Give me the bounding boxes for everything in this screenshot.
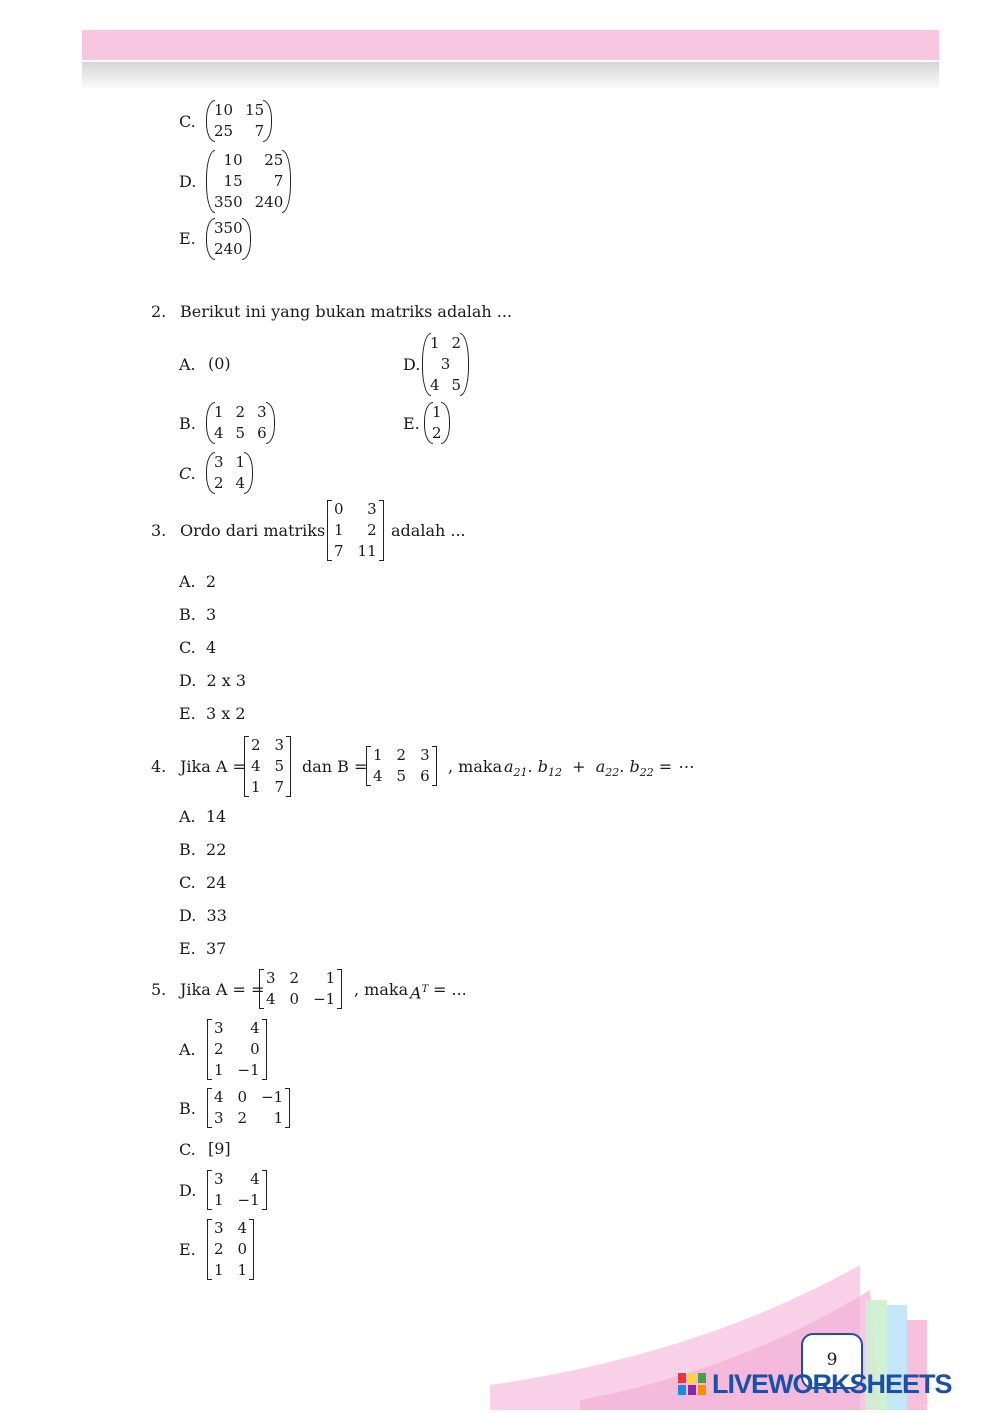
matrix-q5 — [259, 968, 342, 1010]
cell: 6 — [257, 424, 267, 442]
cell: 1 — [214, 403, 224, 421]
option-item[interactable] — [179, 873, 227, 906]
option-label: D. — [403, 355, 421, 374]
cell: 1 — [237, 1261, 248, 1279]
cell: 3 — [257, 403, 267, 421]
question-text: Jika A = — [180, 757, 246, 776]
option-item[interactable] — [179, 939, 227, 972]
cell: 7 — [273, 172, 284, 190]
cell: 25 — [214, 122, 234, 140]
cell: 4 — [235, 474, 246, 492]
option-label: E. — [403, 414, 420, 433]
cell: 4 — [214, 424, 224, 442]
option-label: C. — [179, 1140, 196, 1159]
matrix-q3 — [327, 499, 384, 562]
matrix-q2-d — [424, 333, 467, 396]
question-number: 4. — [151, 757, 167, 776]
option-item[interactable] — [179, 840, 227, 873]
cell: 10 — [214, 101, 234, 119]
page-number: 9 — [826, 1350, 838, 1370]
cell: 3 — [214, 1219, 224, 1237]
cell: 3 — [214, 1019, 224, 1037]
option-label: B. — [179, 840, 196, 859]
cell: 0 — [237, 1088, 248, 1106]
header-pink-band — [82, 30, 939, 60]
brand-logo-icon — [678, 1373, 708, 1397]
cell: 3 — [274, 736, 285, 754]
question-number: 2. — [151, 302, 167, 321]
option-label: C. — [179, 638, 196, 657]
question-text: adalah ... — [391, 521, 466, 540]
option-value: [9] — [208, 1139, 231, 1158]
cell: 0 — [334, 500, 344, 518]
cell: 5 — [274, 757, 285, 775]
cell: 4 — [373, 767, 383, 785]
cell: 2 — [367, 521, 377, 539]
cell: 4 — [214, 1088, 224, 1106]
matrix-q4-a — [244, 735, 291, 798]
option-label: A. — [179, 807, 196, 826]
question-text: dan B = — [302, 757, 368, 776]
cell: 2 — [214, 1040, 224, 1058]
cell: 1 — [334, 521, 344, 539]
cell: 1 — [214, 1191, 224, 1209]
option-label: B. — [179, 1099, 196, 1118]
option-label: E. — [179, 704, 196, 723]
question-number: 3. — [151, 521, 167, 540]
cell: 6 — [420, 767, 430, 785]
cell: 4 — [250, 1170, 260, 1188]
cell: 350 — [214, 193, 243, 211]
option-item[interactable] — [179, 638, 246, 671]
cell: 11 — [357, 542, 377, 560]
option-label: A. — [179, 355, 196, 374]
question-text: Berikut ini yang bukan matriks adalah ... — [180, 302, 513, 321]
cell: 5 — [235, 424, 246, 442]
cell: 4 — [237, 1219, 248, 1237]
cell: 2 — [235, 403, 246, 421]
option-label: E. — [179, 229, 196, 248]
cell: −1 — [237, 1191, 260, 1209]
cell: 4 — [251, 757, 261, 775]
cell: 240 — [214, 240, 243, 258]
option-value: 3 x 2 — [205, 704, 246, 723]
matrix-q2-b — [208, 402, 273, 444]
option-value: 33 — [206, 906, 227, 925]
option-value: 22 — [206, 840, 227, 859]
cell: 10 — [223, 151, 243, 169]
matrix-q5-d — [207, 1169, 267, 1211]
option-item[interactable] — [179, 605, 246, 638]
cell: 4 — [430, 376, 440, 394]
option-value: (0) — [208, 354, 231, 373]
cell: 2 — [451, 334, 462, 352]
option-value: 2 — [205, 572, 216, 591]
cell: 3 — [214, 453, 224, 471]
cell: 2 — [214, 474, 224, 492]
cell: 2 — [251, 736, 261, 754]
option-label: C. — [179, 464, 196, 483]
question-text: Ordo dari matriks — [180, 521, 326, 540]
cell: 2 — [432, 424, 442, 442]
question-text: = ... — [433, 980, 467, 999]
cell: 2 — [237, 1109, 248, 1127]
cell: 0 — [289, 990, 300, 1008]
option-label: D. — [179, 671, 197, 690]
options-list-q4 — [179, 807, 227, 972]
cell: 3 — [266, 969, 276, 987]
option-item[interactable] — [179, 704, 246, 737]
matrix-q2-e — [426, 402, 448, 444]
question-text: , maka — [354, 980, 409, 999]
question-number: 5. — [151, 980, 167, 999]
question-text: Jika A = = — [180, 980, 265, 999]
option-item[interactable] — [179, 572, 246, 605]
question-text: , maka — [448, 757, 503, 776]
cell: 2 — [214, 1240, 224, 1258]
cell: 3 — [214, 1109, 224, 1127]
brand-name[interactable]: LIVEWORKSHEETS — [712, 1369, 952, 1399]
option-label: E. — [179, 1240, 196, 1259]
cell: 4 — [250, 1019, 260, 1037]
matrix-q1-c — [208, 100, 270, 142]
option-item[interactable] — [179, 671, 246, 704]
option-label: A. — [179, 572, 196, 591]
option-label: B. — [179, 414, 196, 433]
cell: 1 — [251, 778, 261, 796]
cell: 1 — [273, 1109, 284, 1127]
cell: −1 — [313, 990, 336, 1008]
cell: 2 — [289, 969, 300, 987]
option-item[interactable] — [179, 906, 227, 939]
cell: −1 — [261, 1088, 284, 1106]
matrix-q5-a — [207, 1018, 267, 1081]
option-value: 3 — [206, 605, 217, 624]
cell: 1 — [325, 969, 336, 987]
cell: 1 — [373, 746, 383, 764]
cell: 3 — [214, 1170, 224, 1188]
option-label: C. — [179, 873, 196, 892]
formula: $a_{21}$. $b_{12} + a_{22}$. $b_{22}$ = ⋯ — [504, 757, 694, 780]
cell: 1 — [235, 453, 246, 471]
cell: 4 — [266, 990, 276, 1008]
matrix-q4-b — [366, 745, 437, 787]
cell: 5 — [396, 767, 407, 785]
matrix-q5-e — [207, 1218, 254, 1281]
matrix-q1-e — [208, 218, 249, 260]
cell: 3 — [420, 746, 430, 764]
cell: 2 — [396, 746, 407, 764]
matrix-q1-d — [208, 150, 289, 213]
option-label: B. — [179, 605, 196, 624]
cell: 0 — [250, 1040, 260, 1058]
matrix-q5-b — [207, 1087, 290, 1129]
cell: 3 — [440, 355, 451, 373]
option-label: D. — [179, 906, 197, 925]
cell: 1 — [430, 334, 440, 352]
option-value: 24 — [205, 873, 227, 892]
option-label: D. — [179, 172, 197, 191]
cell: 7 — [274, 778, 285, 796]
option-value: 14 — [205, 807, 227, 826]
option-label: A. — [179, 1040, 196, 1059]
option-value: 4 — [205, 638, 217, 657]
option-label: D. — [179, 1181, 197, 1200]
option-label: C. — [179, 112, 196, 131]
cell: 25 — [264, 151, 284, 169]
cell: 0 — [237, 1240, 248, 1258]
cell: −1 — [237, 1061, 260, 1079]
cell: 1 — [432, 403, 442, 421]
option-label: E. — [179, 939, 196, 958]
option-value: 37 — [205, 939, 227, 958]
cell: 1 — [214, 1061, 224, 1079]
cell: 1 — [214, 1261, 224, 1279]
cell: 7 — [334, 542, 344, 560]
cell: 240 — [254, 193, 284, 211]
matrix-q2-c — [208, 452, 251, 494]
cell: 3 — [367, 500, 377, 518]
cell: 15 — [223, 172, 243, 190]
cell: 5 — [451, 376, 462, 394]
header-grey-band — [82, 62, 939, 88]
options-list-q3 — [179, 572, 246, 737]
cell: 350 — [214, 219, 243, 237]
option-item[interactable] — [179, 807, 227, 840]
cell: 15 — [245, 101, 265, 119]
cell: 7 — [254, 122, 265, 140]
option-value: 2 x 3 — [206, 671, 247, 690]
formula: $A^T$ — [410, 983, 429, 1003]
